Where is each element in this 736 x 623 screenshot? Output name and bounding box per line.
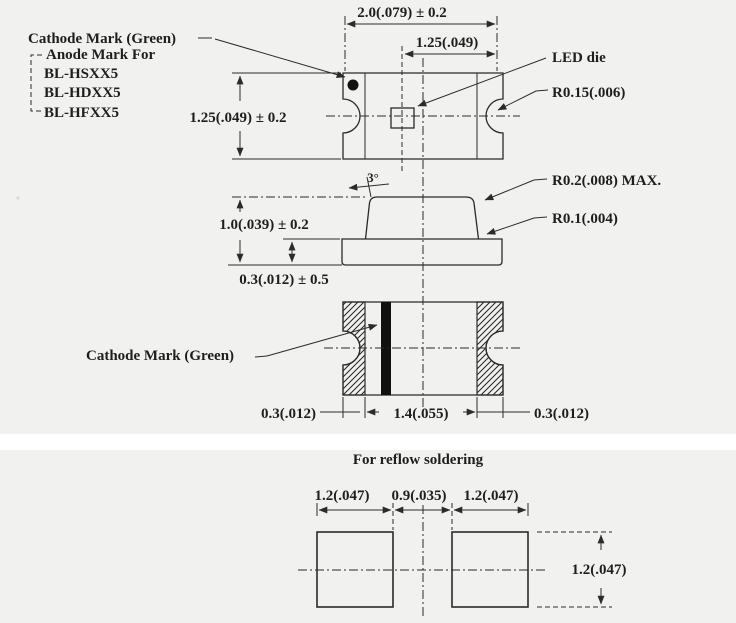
scan-artifact-dot: [16, 196, 19, 199]
dim-die-to-edge-label: 1.25(.049): [415, 35, 479, 51]
dim-pad-height-label: 1.2(.047): [571, 562, 627, 578]
dim-pad-left-label: 1.2(.047): [314, 488, 370, 504]
radius-top-label: R0.2(.008) MAX.: [552, 173, 662, 189]
model-name-1: BL-HSXX5: [44, 66, 119, 82]
cathode-dot-mark: [348, 80, 359, 91]
dim-base-height-label: 0.3(.012) ± 0.5: [239, 272, 329, 288]
model-name-2: BL-HDXX5: [44, 85, 121, 101]
model-name-3: BL-HFXX5: [44, 105, 119, 121]
dim-terminal-left-label: 0.3(.012): [261, 406, 316, 422]
cathode-mark-top-label: Cathode Mark (Green): [28, 31, 177, 47]
cathode-mark-bottom-label: Cathode Mark (Green): [86, 348, 235, 364]
dim-terminal-gap-label: 1.4(.055): [393, 406, 449, 422]
dim-terminal-right-label: 0.3(.012): [534, 406, 589, 422]
anode-mark-label: Anode Mark For: [46, 47, 156, 63]
dim-overall-depth-label: 1.25(.049) ± 0.2: [189, 110, 287, 126]
dim-pad-gap-label: 0.9(.035): [391, 488, 447, 504]
dim-pad-right-label: 1.2(.047): [463, 488, 519, 504]
radius-base-label: R0.1(.004): [552, 211, 618, 227]
led-die-label: LED die: [552, 50, 606, 66]
dim-overall-width-label: 2.0(.079) ± 0.2: [357, 5, 447, 21]
draft-angle-label: 3°: [367, 170, 379, 185]
panel-separator: [0, 434, 736, 450]
dim-body-height-label: 1.0(.039) ± 0.2: [219, 217, 309, 233]
reflow-title: For reflow soldering: [352, 452, 484, 468]
radius-pad-label: R0.15(.006): [552, 85, 626, 101]
